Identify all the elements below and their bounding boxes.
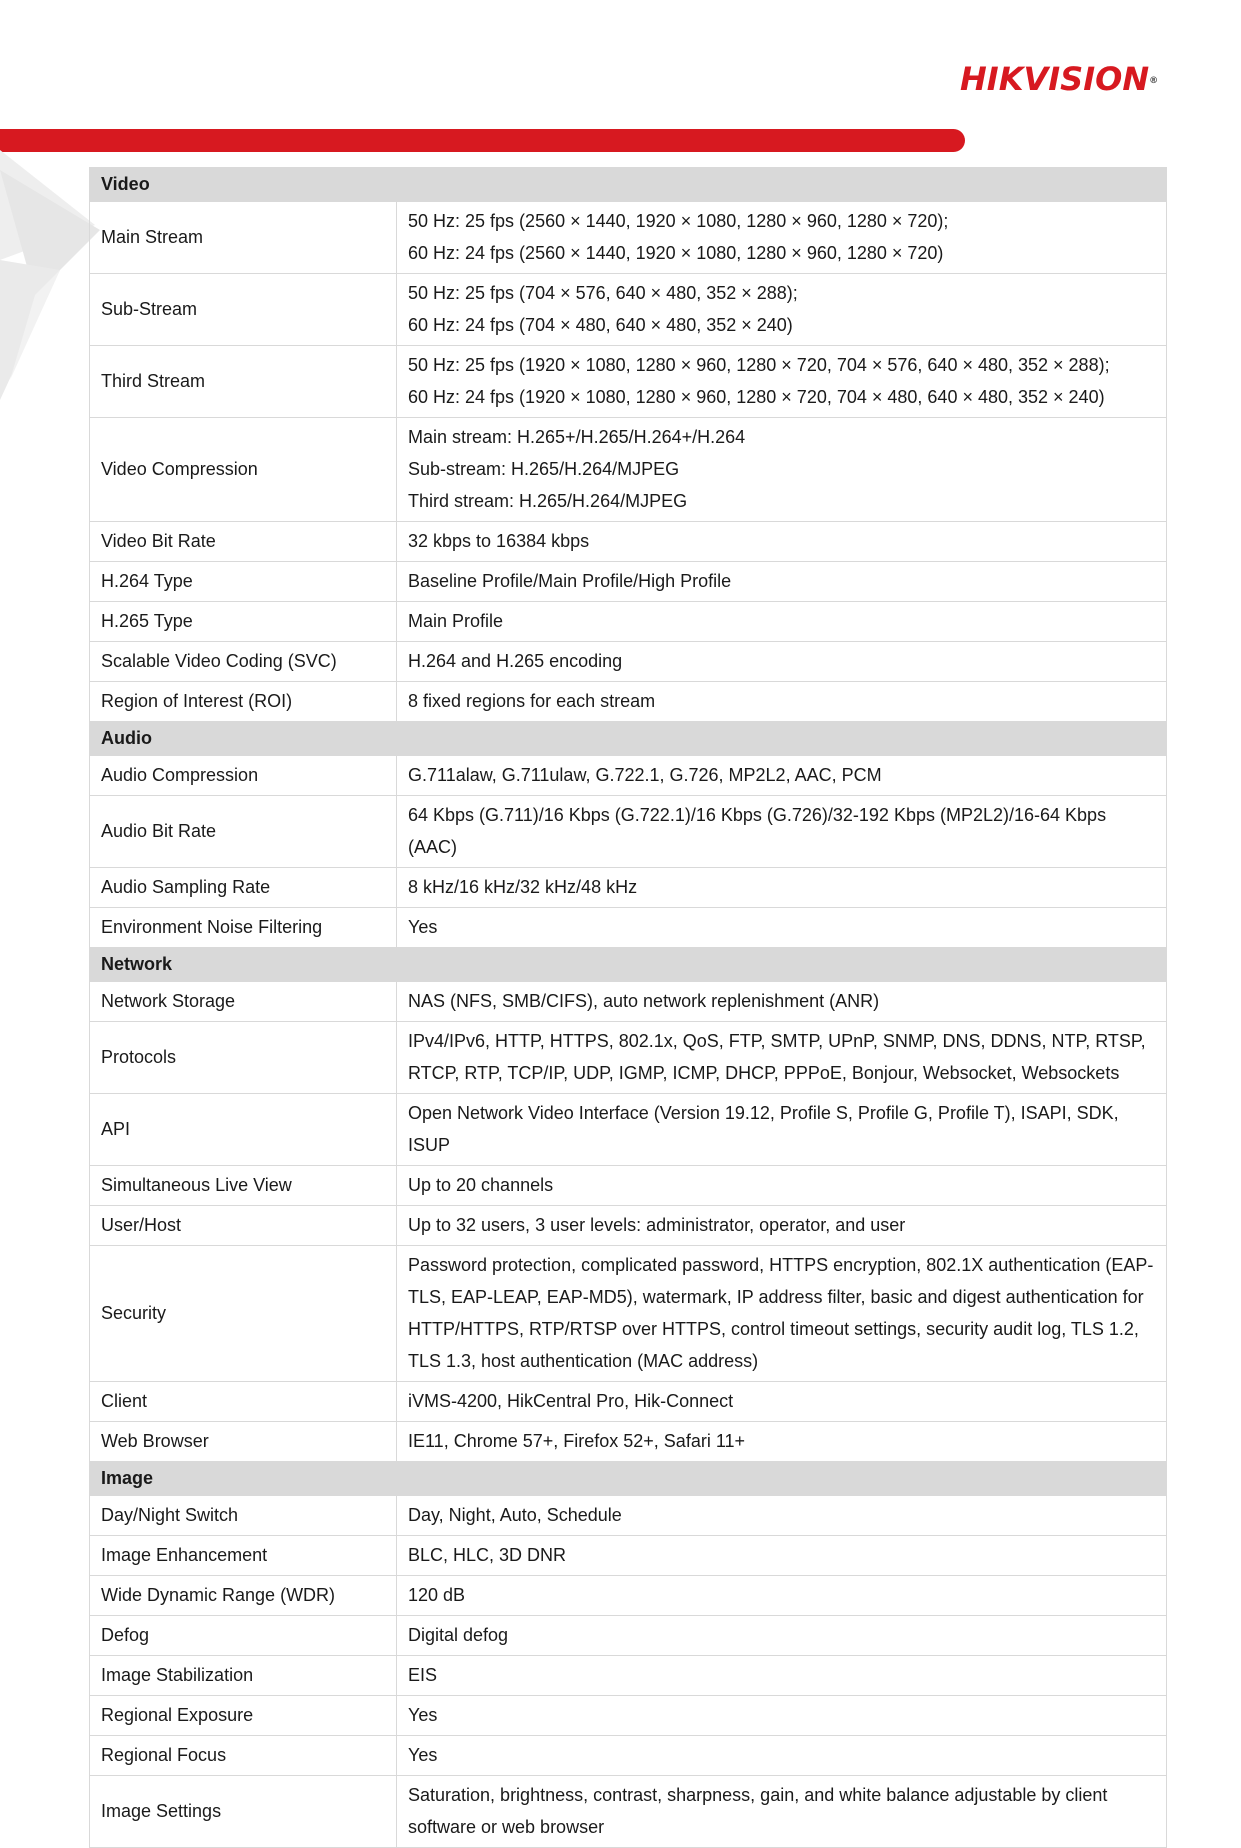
table-row [90,642,1167,682]
table-row [90,1616,1167,1656]
spec-label: Simultaneous Live View [90,1166,397,1206]
table-row [90,1696,1167,1736]
spec-value [397,346,1167,418]
brand-logo [960,60,1158,98]
spec-value [397,1736,1167,1776]
spec-label: Scalable Video Coding (SVC) [90,642,397,682]
spec-label: Image Settings [90,1776,397,1848]
spec-value [397,908,1167,948]
spec-value-line: 120 dB [408,1585,466,1605]
spec-label: Regional Focus [90,1736,397,1776]
table-row [90,1206,1167,1246]
spec-label: Region of Interest (ROI) [90,682,397,722]
table-row [90,274,1167,346]
spec-label: Sub-Stream [90,274,397,346]
spec-value-line: EIS [408,1665,438,1685]
registered-mark: ® [1149,76,1159,86]
spec-value-line: IE11, Chrome 57+, Firefox 52+, Safari 11+ [408,1431,746,1451]
spec-label: Main Stream [90,202,397,274]
table-row [90,1022,1167,1094]
table-row [90,1736,1167,1776]
table-row [90,1422,1167,1462]
table-row [90,1656,1167,1696]
spec-value [397,796,1167,868]
spec-label: Audio Bit Rate [90,796,397,868]
spec-value-line: Yes [408,1705,438,1725]
section-title: Network [90,948,1167,982]
spec-value [397,1206,1167,1246]
spec-value [397,1696,1167,1736]
spec-label: Video Compression [90,418,397,522]
spec-label: Wide Dynamic Range (WDR) [90,1576,397,1616]
spec-label: H.264 Type [90,562,397,602]
spec-value [397,562,1167,602]
spec-value-line: Up to 20 channels [408,1175,554,1195]
spec-value-line: 60 Hz: 24 fps (704 × 480, 640 × 480, 352 × 240) [408,315,793,335]
table-row [90,562,1167,602]
spec-table [89,167,1167,1848]
spec-value-line: Yes [408,917,438,937]
table-row [90,868,1167,908]
spec-value [397,1166,1167,1206]
spec-value-line: G.711alaw, G.711ulaw, G.722.1, G.726, MP2L2, AAC, PCM [408,765,882,785]
spec-label: Day/Night Switch [90,1496,397,1536]
spec-value-line: Main stream: H.265+/H.265/H.264+/H.264 [408,427,746,447]
spec-label: Audio Sampling Rate [90,868,397,908]
spec-value [397,602,1167,642]
spec-label: Protocols [90,1022,397,1094]
spec-value-line: 50 Hz: 25 fps (2560 × 1440, 1920 × 1080, 1280 × 960, 1280 × 720); [408,211,949,231]
spec-value [397,274,1167,346]
spec-value-line: Up to 32 users, 3 user levels: administrator, operator, and user [408,1215,906,1235]
spec-value [397,1616,1167,1656]
table-row [90,1496,1167,1536]
spec-value-line: Yes [408,1745,438,1765]
table-row [90,1166,1167,1206]
spec-value [397,868,1167,908]
spec-label: Audio Compression [90,756,397,796]
spec-value-line: Sub-stream: H.265/H.264/MJPEG [408,459,680,479]
table-row [90,1382,1167,1422]
table-row [90,1536,1167,1576]
spec-value-line: Day, Night, Auto, Schedule [408,1505,622,1525]
table-row [90,522,1167,562]
spec-label: Video Bit Rate [90,522,397,562]
table-row [90,1094,1167,1166]
spec-label: H.265 Type [90,602,397,642]
spec-label: User/Host [90,1206,397,1246]
spec-value-line: Baseline Profile/Main Profile/High Profile [408,571,732,591]
table-row [90,682,1167,722]
spec-value [397,1576,1167,1616]
spec-value [397,1536,1167,1576]
spec-value-line: 60 Hz: 24 fps (2560 × 1440, 1920 × 1080, 1280 × 960, 1280 × 720) [408,243,944,263]
brand-logo-part2: VISION [1023,60,1150,98]
spec-value-line: 8 fixed regions for each stream [408,691,656,711]
spec-value [397,756,1167,796]
spec-label: Defog [90,1616,397,1656]
table-row [90,1776,1167,1848]
spec-value-line: Password protection, complicated password, HTTPS encryption, 802.1X authentication (EAP-TLS, EAP-LEAP, EAP-MD5), watermark, IP address filter, basic and digest authentication for HTTP/HTTPS, RTP/RTSP over HTTPS, control timeout settings, security audit log, TLS 1.2, TLS 1.3, host authentication (MAC address) [408,1255,1154,1371]
section-header [90,168,1167,202]
section-header [90,722,1167,756]
section-title: Audio [90,722,1167,756]
header-red-bar [0,129,965,152]
spec-value-line: 64 Kbps (G.711)/16 Kbps (G.722.1)/16 Kbps (G.726)/32-192 Kbps (MP2L2)/16-64 Kbps (AAC) [408,805,1107,857]
table-row [90,418,1167,522]
table-row [90,346,1167,418]
spec-value-line: NAS (NFS, SMB/CIFS), auto network replenishment (ANR) [408,991,880,1011]
decorative-triangles [0,150,100,400]
spec-value [397,1422,1167,1462]
spec-value [397,202,1167,274]
spec-value [397,1246,1167,1382]
spec-value [397,522,1167,562]
spec-value [397,1094,1167,1166]
spec-value-line: 50 Hz: 25 fps (1920 × 1080, 1280 × 960, 1280 × 720, 704 × 576, 640 × 480, 352 × 288); [408,355,1110,375]
table-row [90,908,1167,948]
section-header [90,1462,1167,1496]
spec-value [397,982,1167,1022]
spec-value-line: 8 kHz/16 kHz/32 kHz/48 kHz [408,877,638,897]
section-title: Video [90,168,1167,202]
table-row [90,1246,1167,1382]
spec-value-line: iVMS-4200, HikCentral Pro, Hik-Connect [408,1391,734,1411]
spec-value-line: 32 kbps to 16384 kbps [408,531,590,551]
spec-value [397,1496,1167,1536]
spec-label: Regional Exposure [90,1696,397,1736]
table-row [90,202,1167,274]
spec-value-line: 50 Hz: 25 fps (704 × 576, 640 × 480, 352 × 288); [408,283,798,303]
spec-value-line: Third stream: H.265/H.264/MJPEG [408,491,688,511]
spec-label: Client [90,1382,397,1422]
spec-value [397,418,1167,522]
table-row [90,1576,1167,1616]
spec-value-line: IPv4/IPv6, HTTP, HTTPS, 802.1x, QoS, FTP, SMTP, UPnP, SNMP, DNS, DDNS, NTP, RTSP, RTCP, RTP, TCP/IP, UDP, IGMP, ICMP, DHCP, PPPoE, Bonjour, Websocket, Websockets [408,1031,1146,1083]
section-title: Image [90,1462,1167,1496]
spec-label: API [90,1094,397,1166]
spec-label: Environment Noise Filtering [90,908,397,948]
spec-value-line: Saturation, brightness, contrast, sharpness, gain, and white balance adjustable by client software or web browser [408,1785,1108,1837]
spec-value-line: Main Profile [408,611,504,631]
spec-value-line: H.264 and H.265 encoding [408,651,623,671]
table-row [90,756,1167,796]
spec-value [397,1382,1167,1422]
spec-label: Third Stream [90,346,397,418]
table-row [90,796,1167,868]
spec-value [397,1022,1167,1094]
spec-label: Network Storage [90,982,397,1022]
brand-logo-part1: HIK [960,60,1024,98]
spec-value [397,1776,1167,1848]
spec-value-line: BLC, HLC, 3D DNR [408,1545,567,1565]
spec-label: Image Stabilization [90,1656,397,1696]
section-header [90,948,1167,982]
spec-value [397,1656,1167,1696]
spec-value-line: 60 Hz: 24 fps (1920 × 1080, 1280 × 960, 1280 × 720, 704 × 480, 640 × 480, 352 × 240) [408,387,1105,407]
table-row [90,602,1167,642]
table-row [90,982,1167,1022]
spec-label: Security [90,1246,397,1382]
spec-value [397,642,1167,682]
spec-value-line: Digital defog [408,1625,509,1645]
spec-label: Web Browser [90,1422,397,1462]
spec-label: Image Enhancement [90,1536,397,1576]
spec-value [397,682,1167,722]
spec-value-line: Open Network Video Interface (Version 19.12, Profile S, Profile G, Profile T), ISAPI, SDK, ISUP [408,1103,1119,1155]
